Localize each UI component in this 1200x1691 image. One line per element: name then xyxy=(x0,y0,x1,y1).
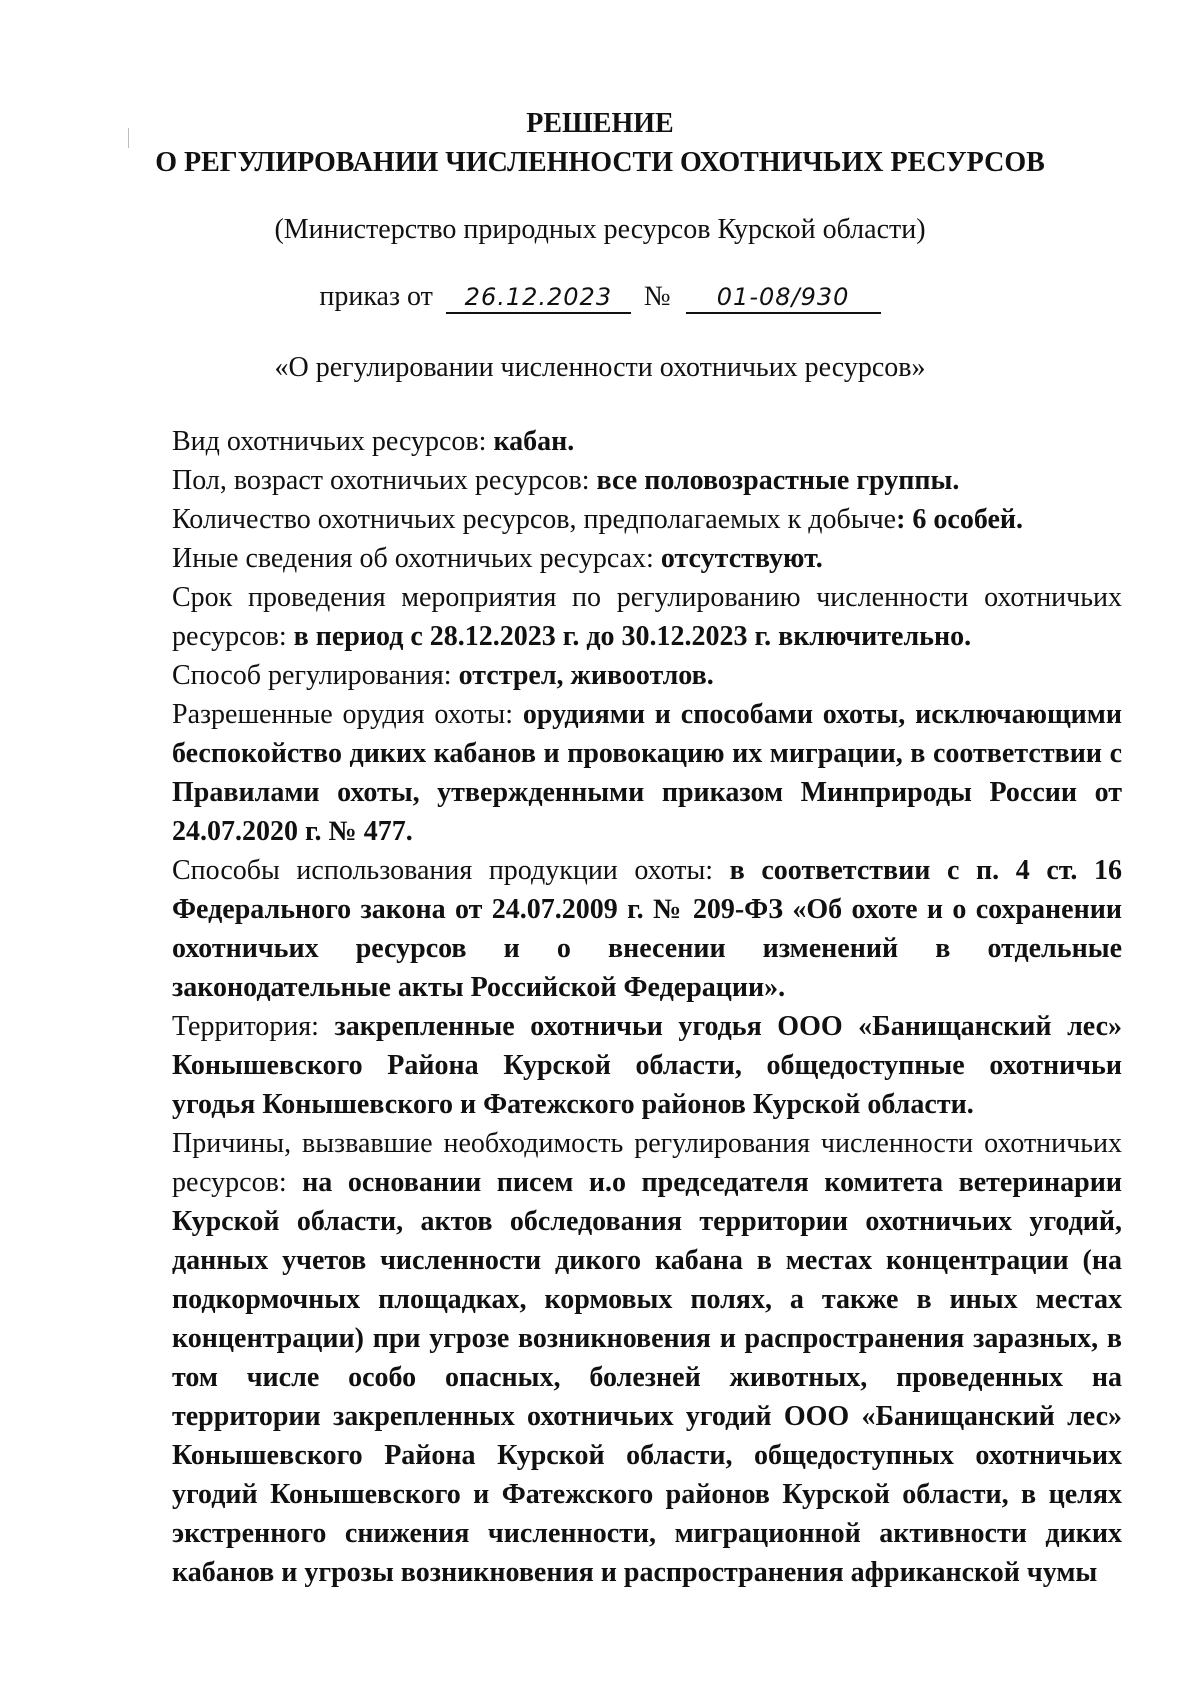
order-line xyxy=(0,278,1200,316)
field-label: Срок проведения мероприятия по регулированию численности охотничьих ресурсов: xyxy=(172,582,1122,652)
field-value: отсутствуют. xyxy=(660,543,823,574)
field-paragraph xyxy=(172,1124,1122,1592)
field-label: Вид охотничьих ресурсов: xyxy=(172,426,494,457)
document-body xyxy=(172,422,1122,1592)
field-value: отстрел, живоотлов. xyxy=(458,660,714,691)
field-paragraph xyxy=(172,461,1122,500)
field-value: на основании писем и.о председателя комитета ветеринарии Курской области, актов обследования территории охотничьих угодий, данных учетов численности дикого кабана в местах концентрации (на подкормочных площадках, кормовых полях, а также в иных местах концентрации) при угрозе возникновения и распространения заразных, в том числе особо опасных, болезней животных, проведенных на территории закрепленных охотничьих угодий ООО «Банищанский лес» Конышевского Района Курской области, общедоступных охотничьих угодий Конышевского и Фатежского районов Курской области, в целях экстренного снижения численности, миграционной активности диких кабанов и угрозы возникновения и распространения африканской чумы xyxy=(172,1167,1122,1588)
order-date-handwritten: 26.12.2023 xyxy=(446,282,631,314)
title-line-1: РЕШЕНИЕ xyxy=(526,108,674,139)
field-label: Количество охотничьих ресурсов, предполагаемых к добыче xyxy=(172,504,897,535)
field-value: закрепленные охотничьи угодья ООО «Банищанский лес» Конышевского Района Курской области, общедоступные охотничьи угодья Конышевского и Фатежского районов Курской области. xyxy=(172,1011,1122,1120)
field-label: Пол, возраст охотничьих ресурсов: xyxy=(172,465,597,496)
field-label: Разрешенные орудия охоты: xyxy=(172,699,523,730)
order-number-handwritten: 01-08/930 xyxy=(686,282,881,314)
field-paragraph xyxy=(172,578,1122,656)
field-value: орудиями и способами охоты, исключающими беспокойство диких кабанов и провокацию их миграции, в соответствии с Правилами охоты, утвержденными приказом Минприроды России от 24.07.2020 г. № 477. xyxy=(172,699,1123,847)
title-line-2: О РЕГУЛИРОВАНИИ ЧИСЛЕННОСТИ ОХОТНИЧЬИХ РЕСУРСОВ xyxy=(155,147,1045,178)
order-title: «О регулировании численности охотничьих ресурсов» xyxy=(274,352,926,383)
field-label: Иные сведения об охотничьих ресурсах: xyxy=(172,543,661,574)
field-label: Причины, вызвавшие необходимость регулирования численности охотничьих ресурсов: xyxy=(172,1128,1122,1198)
order-number-label: № xyxy=(643,281,671,312)
field-paragraph xyxy=(172,539,1122,578)
field-paragraph xyxy=(172,422,1122,461)
field-paragraph xyxy=(172,695,1122,851)
field-label: Территория: xyxy=(172,1011,335,1042)
order-prefix: приказ от xyxy=(319,281,433,312)
field-value: кабан. xyxy=(493,426,575,457)
field-value: все половозрастные группы. xyxy=(596,465,960,496)
ministry-name: (Министерство природных ресурсов Курской области) xyxy=(274,214,926,245)
document-title xyxy=(0,104,1200,182)
field-paragraph xyxy=(172,656,1122,695)
field-value: : 6 особей. xyxy=(896,504,1024,535)
field-value: в соответствии с п. 4 ст. 16 Федерального закона от 24.07.2009 г. № 209-ФЗ «Об охоте и о сохранении охотничьих ресурсов и о внесении изменений в отдельные законодательные акты Российской Федерации». xyxy=(172,855,1122,1003)
field-label: Способы использования продукции охоты: xyxy=(172,855,730,886)
field-label: Способ регулирования: xyxy=(172,660,459,691)
field-paragraph xyxy=(172,851,1122,1007)
field-paragraph xyxy=(172,1007,1122,1124)
field-value: в период с 28.12.2023 г. до 30.12.2023 г. включительно. xyxy=(293,621,972,652)
field-paragraph xyxy=(172,500,1122,539)
